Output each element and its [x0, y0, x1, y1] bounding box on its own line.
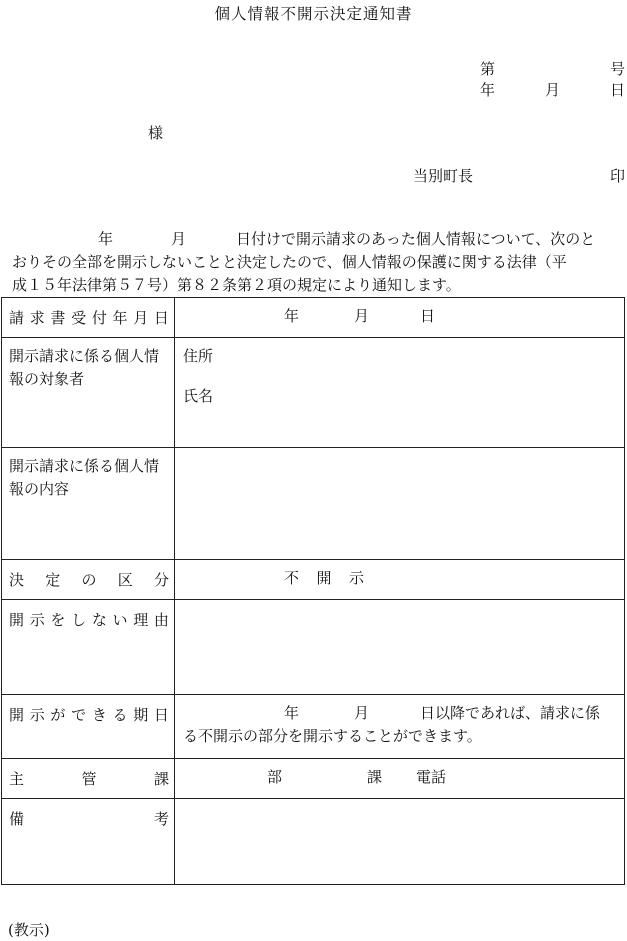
label-decision: 決 定 の 区 分 [9, 571, 169, 589]
doc-number-prefix: 第 [480, 60, 496, 78]
row-info-content [2, 448, 624, 560]
row-receipt-date [2, 298, 624, 338]
document-title: 個人情報不開示決定通知書 [214, 5, 413, 23]
row-reason [2, 600, 624, 695]
row-decision [2, 560, 624, 600]
label-subject-person: 開示請求に係る個人情報の対象者 [9, 347, 160, 388]
row-remarks [2, 799, 624, 885]
doc-date-year: 年 [480, 81, 496, 99]
paragraph-line-2: おりその全部を開示しないことと決定したので、個人情報の保護に関する法律（平 [12, 253, 567, 271]
notice-paragraph [12, 228, 624, 297]
subject-name-label: 氏名 [183, 387, 214, 405]
label-info-content: 開示請求に係る個人情報の内容 [9, 457, 160, 498]
decision-value: 不 開 示 [284, 569, 364, 587]
label-remarks: 備 考 [9, 810, 169, 828]
row-disclosure-date [2, 695, 624, 759]
label-disclosure-date: 開 示 が で き る 期 日 [9, 706, 169, 724]
receipt-month: 月 [354, 307, 370, 325]
disclosure-line2: る不開示の部分を開示することができます。 [183, 727, 482, 745]
paragraph-line-1 [12, 228, 624, 251]
disclosure-year: 年 [284, 704, 300, 722]
doc-number-suffix: 号 [610, 60, 626, 78]
doc-date-month: 月 [545, 81, 561, 99]
doc-date-day: 日 [610, 81, 626, 99]
para-month: 月 [171, 230, 187, 248]
dept-ka: 課 [367, 768, 383, 786]
instruction-note: (教示) [8, 921, 50, 939]
row-department [2, 759, 624, 799]
label-department: 主 管 課 [9, 770, 169, 788]
row-subject-person [2, 338, 624, 448]
para-rest: 日付けで開示請求のあった個人情報について、次のと [236, 230, 596, 248]
paragraph-line-3: 成１５年法律第５７号）第８２条第２項の規定により通知します。 [12, 276, 461, 294]
addressee-honorific: 様 [148, 124, 164, 142]
issuer-name: 当別町長 [413, 167, 474, 185]
label-reason: 開 示 を し な い 理 由 [9, 611, 169, 629]
receipt-day: 日 [420, 307, 436, 325]
subject-address-label: 住所 [183, 347, 214, 365]
seal-mark: 印 [610, 167, 626, 185]
disclosure-line1-rest: 日以降であれば、請求に係 [420, 704, 601, 722]
disclosure-month: 月 [354, 704, 370, 722]
receipt-year: 年 [284, 307, 300, 325]
dept-bu: 部 [267, 768, 283, 786]
dept-phone: 電話 [416, 768, 447, 786]
para-year: 年 [98, 230, 114, 248]
notice-table [1, 297, 625, 885]
label-receipt-date: 請 求 書 受 付 年 月 日 [9, 309, 169, 327]
